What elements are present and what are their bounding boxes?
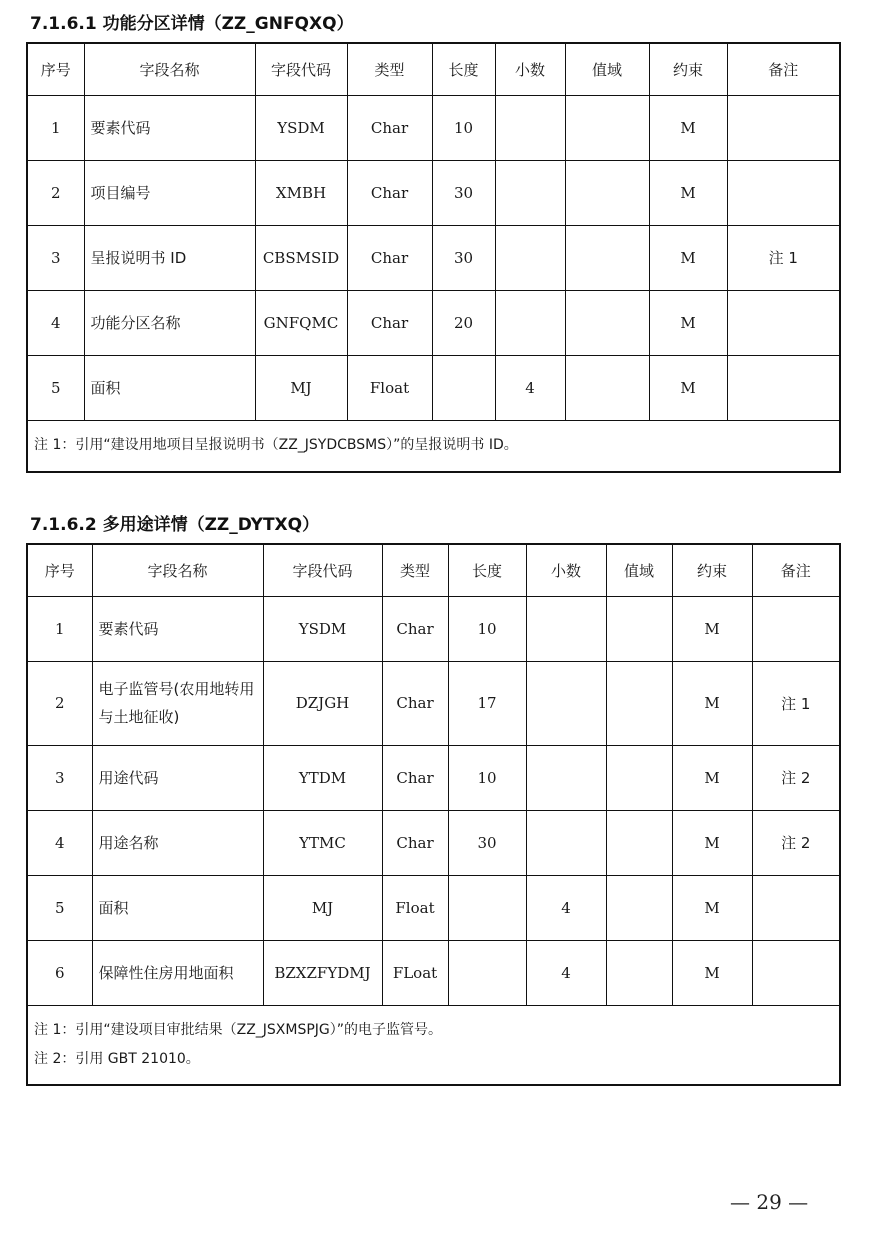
cell-domain [565, 225, 649, 290]
cell-no: 5 [27, 875, 92, 940]
cell-domain [606, 940, 672, 1005]
header-code: 字段代码 [263, 544, 382, 596]
cell-length: 20 [432, 290, 495, 355]
table-header-row [27, 43, 840, 95]
table-dytxq [26, 543, 841, 1086]
header-name: 字段名称 [92, 544, 263, 596]
header-decimal: 小数 [495, 43, 565, 95]
cell-decimal [495, 160, 565, 225]
header-constraint: 约束 [672, 544, 752, 596]
cell-code: GNFQMC [255, 290, 347, 355]
cell-constraint: M [649, 355, 727, 420]
cell-name: 呈报说明书 ID [84, 225, 255, 290]
cell-domain [565, 290, 649, 355]
header-decimal: 小数 [526, 544, 606, 596]
cell-constraint: M [672, 596, 752, 661]
cell-domain [565, 355, 649, 420]
cell-code: MJ [263, 875, 382, 940]
cell-type: Char [382, 745, 448, 810]
table-row [27, 225, 840, 290]
cell-length: 10 [448, 596, 526, 661]
cell-note [752, 596, 840, 661]
cell-length: 17 [448, 661, 526, 745]
cell-constraint: M [672, 875, 752, 940]
cell-type: FLoat [382, 940, 448, 1005]
cell-decimal [526, 661, 606, 745]
cell-decimal [526, 810, 606, 875]
cell-length: 10 [448, 745, 526, 810]
cell-type: Char [347, 225, 432, 290]
cell-type: Char [347, 160, 432, 225]
cell-constraint: M [672, 661, 752, 745]
header-name: 字段名称 [84, 43, 255, 95]
cell-constraint: M [672, 810, 752, 875]
cell-type: Float [382, 875, 448, 940]
footnote-row [27, 1005, 840, 1085]
cell-domain [565, 95, 649, 160]
cell-type: Char [347, 290, 432, 355]
cell-note [727, 355, 840, 420]
cell-no: 6 [27, 940, 92, 1005]
cell-no: 4 [27, 810, 92, 875]
table-row [27, 355, 840, 420]
cell-code: DZJGH [263, 661, 382, 745]
header-type: 类型 [382, 544, 448, 596]
cell-code: XMBH [255, 160, 347, 225]
cell-decimal [495, 225, 565, 290]
table-row [27, 810, 840, 875]
cell-type: Char [382, 810, 448, 875]
cell-constraint: M [672, 940, 752, 1005]
cell-constraint: M [649, 160, 727, 225]
cell-note [727, 290, 840, 355]
cell-code: YSDM [255, 95, 347, 160]
table-row [27, 596, 840, 661]
header-type: 类型 [347, 43, 432, 95]
header-no: 序号 [27, 43, 84, 95]
cell-domain [606, 596, 672, 661]
cell-length: 30 [448, 810, 526, 875]
section-heading-dytxq: 7.1.6.2 多用途详情（ZZ_DYTXQ） [30, 515, 320, 535]
cell-type: Char [382, 661, 448, 745]
cell-code: CBSMSID [255, 225, 347, 290]
cell-type: Float [347, 355, 432, 420]
cell-length [448, 940, 526, 1005]
table-row [27, 290, 840, 355]
cell-code: YSDM [263, 596, 382, 661]
cell-length: 30 [432, 160, 495, 225]
cell-no: 1 [27, 95, 84, 160]
table-header-row [27, 544, 840, 596]
cell-type: Char [347, 95, 432, 160]
header-no: 序号 [27, 544, 92, 596]
cell-name: 面积 [84, 355, 255, 420]
header-constraint: 约束 [649, 43, 727, 95]
cell-note [727, 160, 840, 225]
cell-decimal: 4 [526, 940, 606, 1005]
cell-length [432, 355, 495, 420]
header-domain: 值域 [606, 544, 672, 596]
section-heading-gnfqxq: 7.1.6.1 功能分区详情（ZZ_GNFQXQ） [30, 14, 354, 34]
cell-note: 注 2 [752, 810, 840, 875]
header-code: 字段代码 [255, 43, 347, 95]
header-length: 长度 [432, 43, 495, 95]
cell-constraint: M [672, 745, 752, 810]
header-note: 备注 [752, 544, 840, 596]
cell-domain [565, 160, 649, 225]
cell-decimal: 4 [526, 875, 606, 940]
cell-note [752, 940, 840, 1005]
cell-note: 注 1 [752, 661, 840, 745]
cell-note: 注 1 [727, 225, 840, 290]
footnote: 注 1：引用“建设用地项目呈报说明书（ZZ_JSYDCBSMS）”的呈报说明书 ID。 [34, 437, 518, 454]
cell-no: 5 [27, 355, 84, 420]
footnotes [27, 420, 840, 472]
cell-no: 4 [27, 290, 84, 355]
cell-name: 项目编号 [84, 160, 255, 225]
footnote-row [27, 420, 840, 472]
cell-length: 30 [432, 225, 495, 290]
cell-domain [606, 745, 672, 810]
cell-no: 2 [27, 160, 84, 225]
cell-decimal [495, 290, 565, 355]
footnotes [27, 1005, 840, 1085]
header-domain: 值域 [565, 43, 649, 95]
cell-code: YTMC [263, 810, 382, 875]
table-gnfqxq [26, 42, 841, 473]
cell-domain [606, 875, 672, 940]
page-number: — 29 — [730, 1190, 809, 1214]
cell-constraint: M [649, 225, 727, 290]
footnote: 注 1：引用“建设项目审批结果（ZZ_JSXMSPJG）”的电子监管号。 [34, 1021, 443, 1038]
cell-code: MJ [255, 355, 347, 420]
cell-name: 要素代码 [84, 95, 255, 160]
cell-name: 电子监管号(农用地转用与土地征收) [92, 661, 263, 745]
cell-code: YTDM [263, 745, 382, 810]
table-row [27, 940, 840, 1005]
cell-no: 3 [27, 225, 84, 290]
table-row [27, 875, 840, 940]
table-row [27, 160, 840, 225]
footnote: 注 2：引用 GBT 21010。 [34, 1050, 200, 1067]
cell-constraint: M [649, 95, 727, 160]
cell-decimal: 4 [495, 355, 565, 420]
cell-no: 2 [27, 661, 92, 745]
cell-note: 注 2 [752, 745, 840, 810]
cell-domain [606, 661, 672, 745]
cell-note [752, 875, 840, 940]
cell-name: 面积 [92, 875, 263, 940]
cell-name: 要素代码 [92, 596, 263, 661]
cell-no: 1 [27, 596, 92, 661]
cell-length [448, 875, 526, 940]
cell-name: 用途代码 [92, 745, 263, 810]
cell-no: 3 [27, 745, 92, 810]
cell-domain [606, 810, 672, 875]
cell-type: Char [382, 596, 448, 661]
cell-decimal [526, 596, 606, 661]
cell-decimal [495, 95, 565, 160]
header-note: 备注 [727, 43, 840, 95]
cell-note [727, 95, 840, 160]
table-row [27, 745, 840, 810]
cell-code: BZXZFYDMJ [263, 940, 382, 1005]
table-row [27, 661, 840, 745]
cell-decimal [526, 745, 606, 810]
cell-length: 10 [432, 95, 495, 160]
cell-constraint: M [649, 290, 727, 355]
header-length: 长度 [448, 544, 526, 596]
table-row [27, 95, 840, 160]
cell-name: 功能分区名称 [84, 290, 255, 355]
cell-name: 用途名称 [92, 810, 263, 875]
cell-name: 保障性住房用地面积 [92, 940, 263, 1005]
